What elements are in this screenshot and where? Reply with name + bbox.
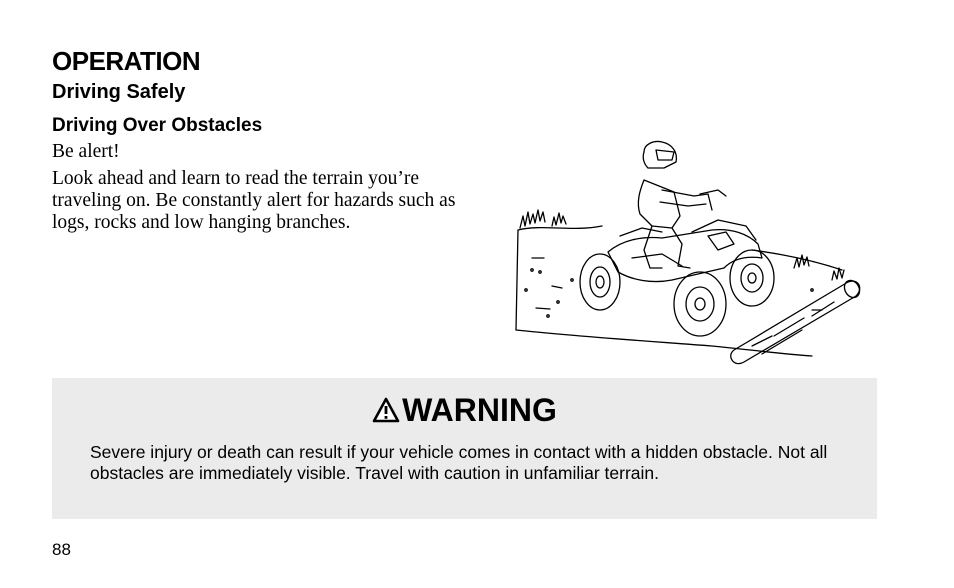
- warning-box: [52, 378, 877, 519]
- warning-text: Severe injury or death can result if your vehicle comes in contact with a hidden obstacle. Not all obstacles are immediately visible. Travel with caution in unfamiliar terrain.: [90, 442, 828, 483]
- warning-heading: [52, 392, 877, 430]
- section-title: OPERATION: [52, 46, 201, 76]
- warning-triangle-icon: [372, 394, 400, 430]
- page-number: 88: [52, 540, 71, 559]
- subsection-title: Driving Safely: [52, 81, 186, 103]
- warning-label: WARNING: [402, 392, 557, 428]
- body-paragraph-alert: Be alert!: [52, 141, 120, 162]
- atv-rider-approaching-log-icon: [512, 140, 868, 374]
- topic-title: Driving Over Obstacles: [52, 115, 263, 136]
- body-paragraph-terrain: Look ahead and learn to read the terrain you’re traveling on. Be constantly alert for hazards such as logs, rocks and low hanging branches.: [52, 168, 456, 233]
